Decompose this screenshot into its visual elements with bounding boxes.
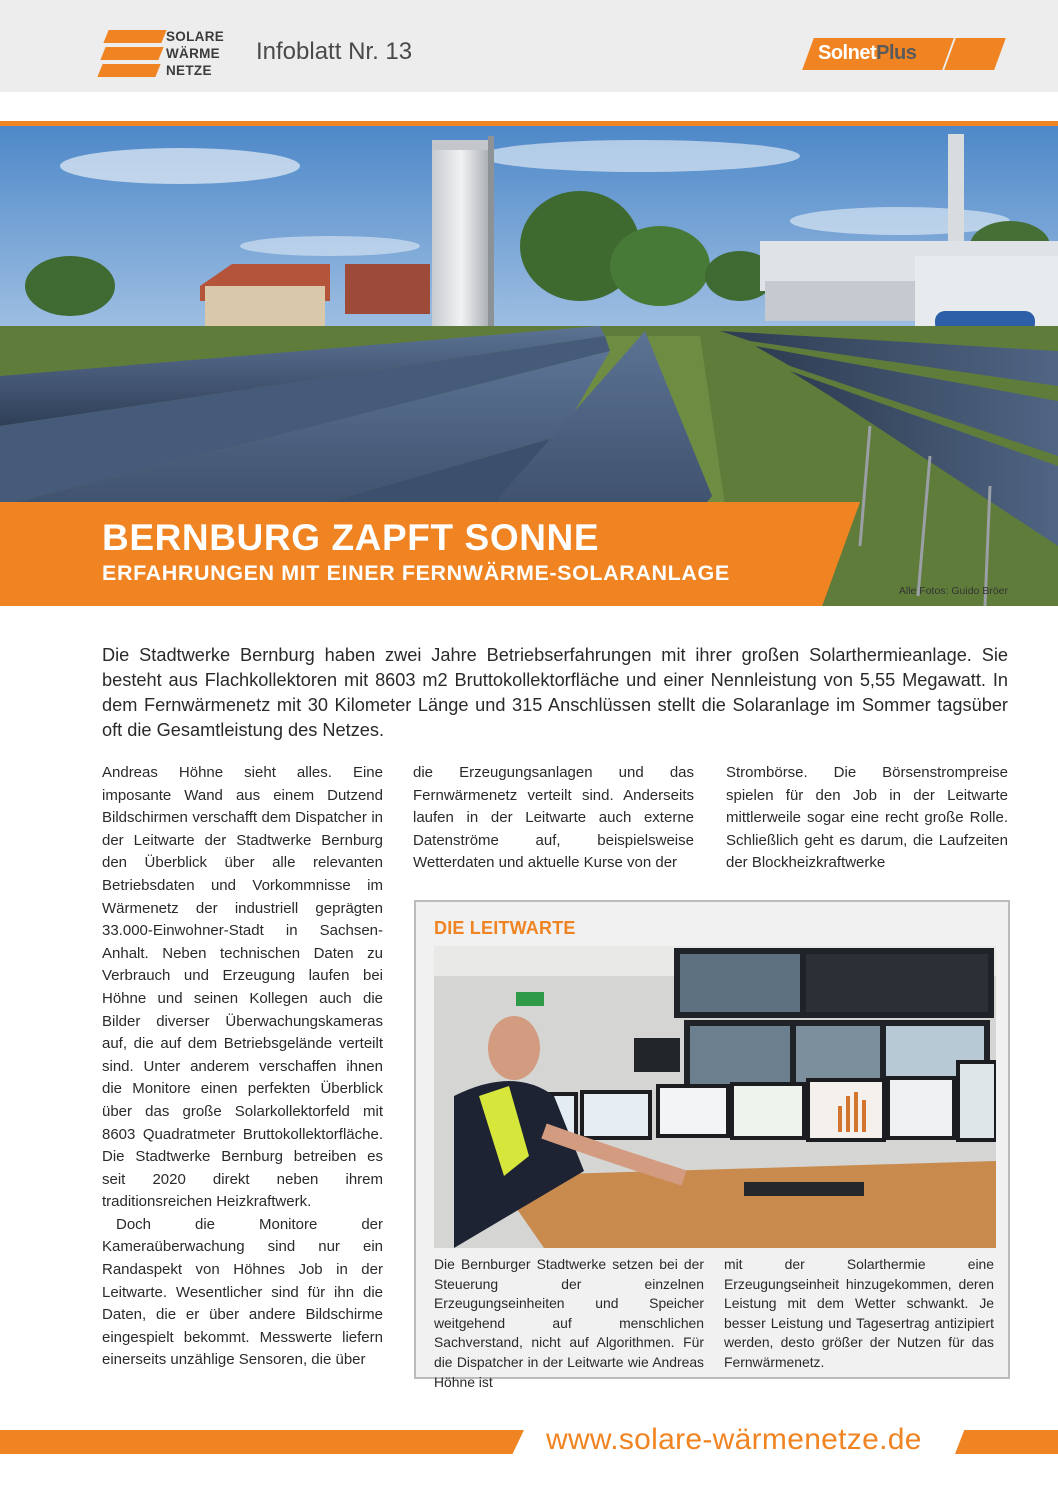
exit-sign (516, 992, 544, 1006)
body-column-3 (726, 762, 1008, 875)
storage-tower (432, 146, 490, 336)
logo-text-line3: NETZE (166, 63, 212, 78)
logo-text-line2: WÄRME (166, 46, 220, 61)
logo-stripe (97, 64, 160, 77)
body-paragraph: Andreas Höhne sieht alles. Eine imposante Wand aus einem Dutzend Bildschirmen verschafft dem Dispatcher in der Leitwarte der Stadtwerke Bernburg den Überblick über alle relevanten Betriebsdaten und Vorkommnisse im Wärmenetz der industriell geprägten 33.000-Einwohner-Stadt in Sachsen-Anhalt. Neben technischen Daten zu Verbrauch und Erzeugung laufen bei Höhne und seinen Kollegen auch die Bilder diverser Überwachungskameras auf, die auf dem Betriebsgelände verteilt sind. Unter anderem verschaffen ihnen die Monitore einen perfekten Überblick über das große Solarkollektorfeld mit 8603 Quadratmeter Bruttokollektorfläche. Die Stadtwerke Bernburg betreiben es seit 2020 direkt neben ihrem traditionsreichen Heizkraftwerk. (102, 764, 383, 1211)
page-header (0, 0, 1058, 92)
body-paragraph: Doch die Monitore der Kameraüberwachung sind nur ein Randaspekt von Höhnes Job in der Leitwarte. Wesentlicher sind für ihn die Daten, die er über andere Bildschirme eingespielt bekommt. Messwerte liefern einerseits unzählige Sensoren, die über (102, 1215, 383, 1369)
logo-stripe (103, 30, 166, 43)
control-room-photo (434, 946, 996, 1248)
box-caption-left: Die Bernburger Stadtwerke setzen bei der Steuerung der einzelnen Erzeugungseinheiten und Speicher weitgehend auf menschlichen Sachverstand, nicht auf Algorithmen. Für die Dispatcher in der Leitwarte wie Andreas Höhne ist (434, 1256, 704, 1390)
trees (25, 256, 115, 316)
info-box-title: DIE LEITWARTE (434, 918, 576, 938)
subheadline: ERFAHRUNGEN MIT EINER FERNWÄRME-SOLARANLAGE (102, 561, 730, 585)
body-paragraph: Strombörse. Die Börsenstrompreise spielen für den Job in der Leitwarte mittlerweile sogar eine recht große Rolle. Schließlich geht es darum, die Laufzeiten der Blockheizkraftwerke (726, 764, 1008, 872)
issue-label: Infoblatt Nr. 13 (256, 38, 413, 65)
photo-credit: Alle Fotos: Guido Bröer (898, 585, 1008, 597)
solare-waermenetze-logo (100, 30, 240, 82)
solnet-logo-plus: Plus (876, 42, 917, 64)
solnet-logo-shape (944, 38, 1006, 70)
body-column-1 (102, 762, 383, 1372)
footer-bar-right (955, 1430, 1058, 1454)
solnet-plus-logo (802, 38, 1008, 70)
operator (488, 1016, 540, 1080)
footer-bar-left (0, 1430, 524, 1454)
logo-text-line1: SOLARE (166, 29, 225, 44)
info-box (414, 900, 1010, 1390)
lead-paragraph: Die Stadtwerke Bernburg haben zwei Jahre Betriebserfahrungen mit ihrer großen Solarthermieanlage. Sie besteht aus Flachkollektoren mit 8603 m2 Bruttokollektorfläche und einer Nennleistung von 5,55 Megawatt. In dem Fernwärmenetz mit 30 Kilometer Länge und 315 Anschlüssen stellt die Solaranlage im Sommer tagsüber oft die Gesamtleistung des Netzes. (102, 645, 1008, 740)
box-caption-right: mit der Solarthermie eine Erzeugungseinheit hinzugekommen, deren Leistung mit dem Wetter schwankt. Je besser Leistung und Tagesertrag antizipiert werden, desto größer der Nutzen für das Fernwärmenetz. (724, 1256, 994, 1370)
website-link[interactable]: www.solare-wärmenetze.de (546, 1423, 922, 1456)
logo-stripe (100, 47, 163, 60)
keyboard (744, 1182, 864, 1196)
body-paragraph: die Erzeugungsanlagen und das Fernwärmenetz verteilt sind. Anderseits laufen in der Leitwarte auch externe Datenströme auf, beispielsweise Wetterdaten und aktuelle Kurse von der (413, 764, 694, 872)
control-room-illustration (434, 946, 996, 1248)
headline: BERNBURG ZAPFT SONNE (102, 517, 600, 558)
chimney (948, 134, 964, 249)
body-column-2 (413, 762, 694, 875)
solnet-logo-text: Solnet (818, 42, 877, 64)
